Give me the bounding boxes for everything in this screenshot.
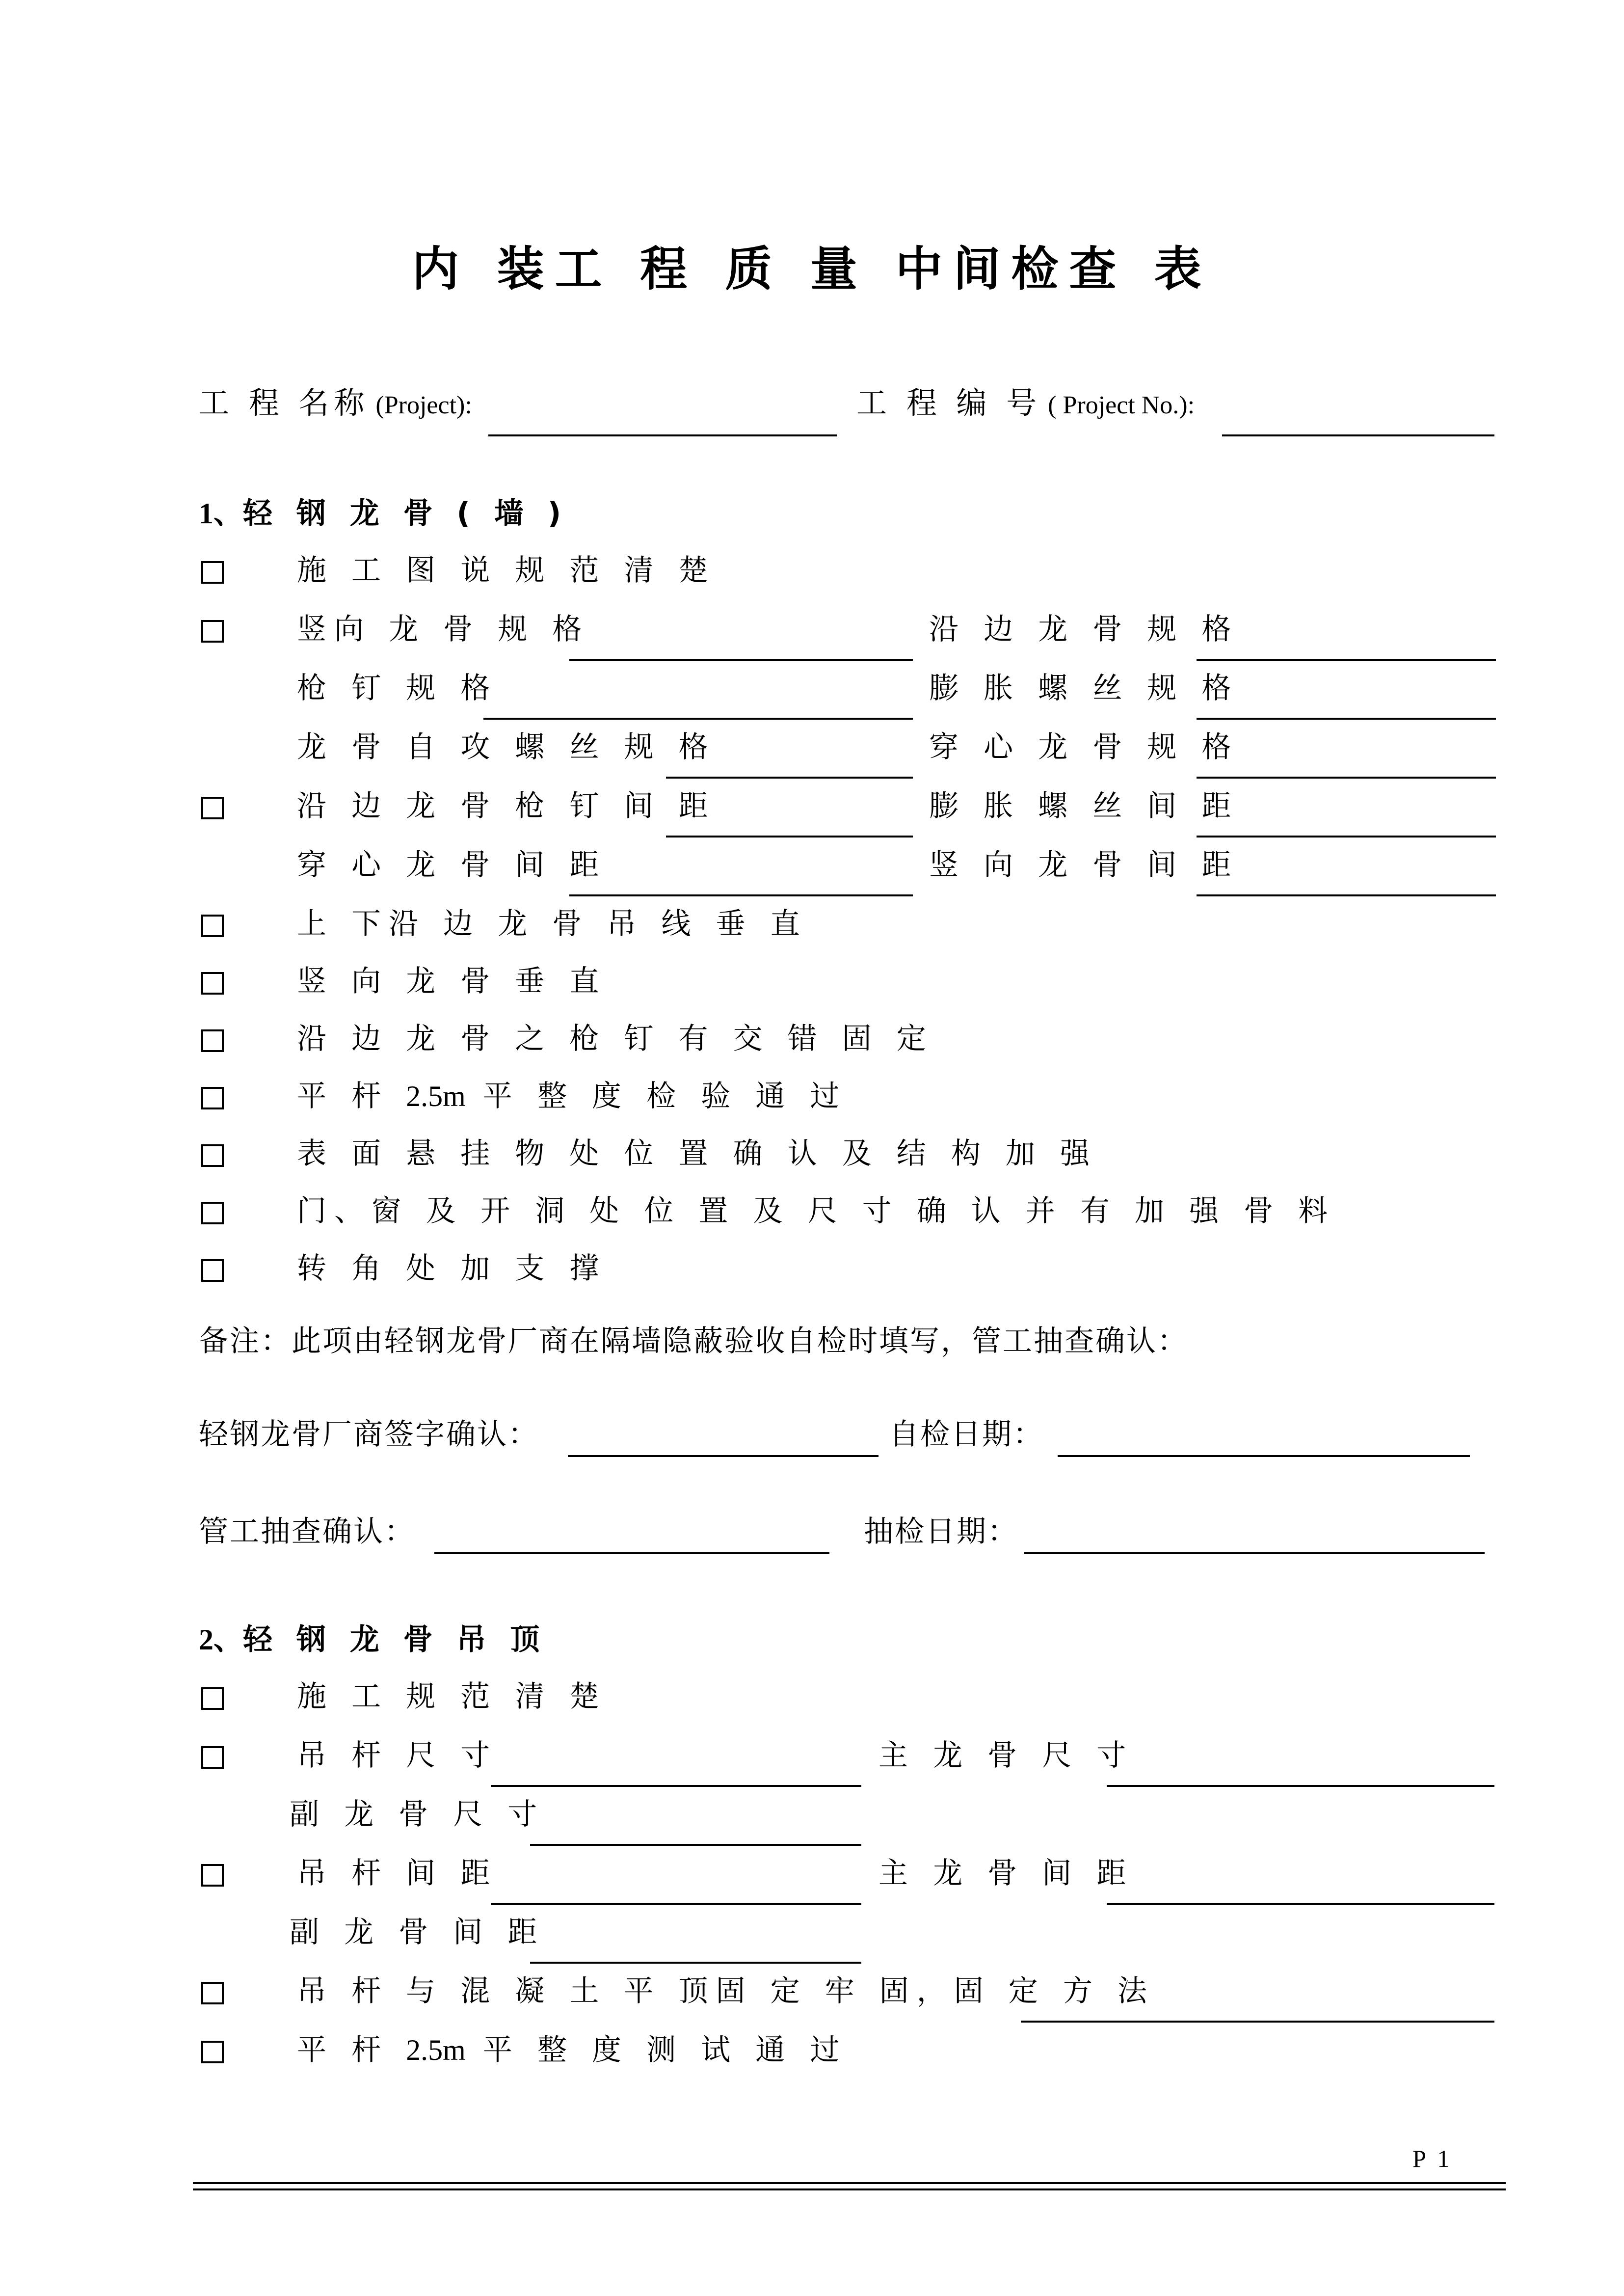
item-drawings-clear: 施 工 图 说 规 范 清 楚 xyxy=(297,553,716,588)
item-corner-bracing: 转 角 处 加 支 撑 xyxy=(297,1251,607,1286)
field-hanger-rod-spacing[interactable] xyxy=(491,1903,861,1905)
field-main-runner-size[interactable] xyxy=(1107,1785,1494,1787)
field-vertical-stud-spec[interactable] xyxy=(569,659,913,661)
label-cross-channel-spec: 穿 心 龙 骨 规 格 xyxy=(929,730,1239,764)
field-supplier-signature[interactable] xyxy=(568,1455,879,1457)
item-stud-vertical: 竖 向 龙 骨 垂 直 xyxy=(297,964,607,999)
label-expansion-bolt-spacing: 膨 胀 螺 丝 间 距 xyxy=(929,789,1239,823)
checkbox-track-plumb[interactable] xyxy=(201,915,224,937)
project-no-label xyxy=(856,385,1195,421)
label-rod-fixing-method: 吊 杆 与 混 凝 土 平 顶固 定 牢 固，固 定 方 法 xyxy=(297,1974,1155,2008)
section2-number: 2、 xyxy=(199,1623,243,1656)
label-nail-spec: 枪 钉 规 格 xyxy=(297,671,498,705)
checkbox-nail-staggered[interactable] xyxy=(201,1029,224,1052)
item-hanging-reinforce: 表 面 悬 挂 物 处 位 置 确 认 及 结 构 加 强 xyxy=(297,1136,1098,1171)
item-nail-staggered: 沿 边 龙 骨 之 枪 钉 有 交 错 固 定 xyxy=(297,1022,934,1056)
checkbox-drawings-clear[interactable] xyxy=(201,561,224,584)
field-cross-runner-spacing[interactable] xyxy=(530,1962,861,1964)
project-name-label xyxy=(199,385,472,421)
field-supervisor-check[interactable] xyxy=(434,1552,829,1554)
label-supplier-signature: 轻钢龙骨厂商签字确认： xyxy=(199,1417,539,1452)
label-main-runner-size: 主 龙 骨 尺 寸 xyxy=(879,1738,1134,1773)
checkbox-rod-fixing[interactable] xyxy=(201,1982,224,2004)
item-ceiling-flatness xyxy=(297,2035,847,2065)
field-nail-spec[interactable] xyxy=(483,718,913,720)
item-track-plumb: 上 下沿 边 龙 骨 吊 线 垂 直 xyxy=(297,907,808,941)
checkbox-flatness-test[interactable] xyxy=(201,1087,224,1109)
label-hanger-rod-spacing: 吊 杆 间 距 xyxy=(297,1856,498,1891)
item-ceiling-spec-clear: 施 工 规 范 清 楚 xyxy=(297,1679,607,1714)
flatness-length: 2.5m xyxy=(406,1080,466,1112)
field-edge-track-spec[interactable] xyxy=(1197,659,1496,661)
label-cross-runner-size: 副 龙 骨 尺 寸 xyxy=(290,1797,545,1832)
field-vertical-stud-spacing[interactable] xyxy=(1197,894,1496,896)
field-self-check-date[interactable] xyxy=(1058,1455,1470,1457)
label-expansion-bolt-spec: 膨 胀 螺 丝 规 格 xyxy=(929,671,1239,705)
section1-note: 备注：此项由轻钢龙骨厂商在隔墙隐蔽验收自检时填写，管工抽查确认： xyxy=(199,1324,1188,1358)
item-flatness-test xyxy=(297,1081,847,1111)
footer-rule-top xyxy=(193,2182,1506,2184)
label-cross-channel-spacing: 穿 心 龙 骨 间 距 xyxy=(297,848,607,882)
section1-title: 轻 钢 龙 骨 ( 墙 ) xyxy=(243,496,568,531)
project-no-label-cn: 工 程 编 号 xyxy=(856,385,1042,421)
section1-heading xyxy=(199,496,568,531)
flatness-suffix: 平 整 度 检 验 通 过 xyxy=(465,1079,848,1113)
label-self-tapping-screw-spec: 龙 骨 自 攻 螺 丝 规 格 xyxy=(297,730,716,764)
field-hanger-rod-size[interactable] xyxy=(491,1785,861,1787)
flatness-prefix: 平 杆 xyxy=(297,1079,406,1113)
section2-title: 轻 钢 龙 骨 吊 顶 xyxy=(243,1622,547,1657)
ceiling-flatness-length: 2.5m xyxy=(406,2034,466,2066)
checkbox-spacing[interactable] xyxy=(201,797,224,819)
field-expansion-bolt-spec[interactable] xyxy=(1197,718,1496,720)
project-no-label-en: ( Project No.): xyxy=(1041,391,1195,419)
label-vertical-stud-spacing: 竖 向 龙 骨 间 距 xyxy=(929,848,1239,882)
field-cross-channel-spacing[interactable] xyxy=(569,894,913,896)
field-spot-check-date[interactable] xyxy=(1024,1552,1485,1554)
page-title: 内 装工 程 质 量 中间检查 表 xyxy=(412,242,1212,297)
label-edge-track-spec: 沿 边 龙 骨 规 格 xyxy=(929,612,1239,647)
checkbox-corner-bracing[interactable] xyxy=(201,1259,224,1282)
checkbox-stud-spec[interactable] xyxy=(201,620,224,643)
checkbox-ceiling-flatness[interactable] xyxy=(201,2041,224,2063)
field-expansion-bolt-spacing[interactable] xyxy=(1197,836,1496,837)
ceiling-flatness-suffix: 平 整 度 测 试 通 过 xyxy=(465,2033,848,2067)
checkbox-hanging-reinforce[interactable] xyxy=(201,1144,224,1167)
label-supervisor-check: 管工抽查确认： xyxy=(199,1514,415,1549)
project-name-label-cn: 工 程 名称 xyxy=(199,385,370,421)
checkbox-ceiling-spacing[interactable] xyxy=(201,1864,224,1887)
checkbox-ceiling-sizes[interactable] xyxy=(201,1746,224,1769)
label-hanger-rod-size: 吊 杆 尺 寸 xyxy=(297,1738,498,1773)
checkbox-stud-vertical[interactable] xyxy=(201,972,224,995)
field-main-runner-spacing[interactable] xyxy=(1107,1903,1494,1905)
section2-heading xyxy=(199,1622,547,1657)
checkbox-openings-reinforce[interactable] xyxy=(201,1202,224,1224)
label-edge-nail-spacing: 沿 边 龙 骨 枪 钉 间 距 xyxy=(297,789,716,823)
field-rod-fixing-method[interactable] xyxy=(1021,2021,1494,2023)
checkbox-ceiling-spec-clear[interactable] xyxy=(201,1687,224,1710)
label-spot-check-date: 抽检日期： xyxy=(864,1514,1018,1549)
label-self-check-date: 自检日期： xyxy=(889,1417,1044,1452)
label-cross-runner-spacing: 副 龙 骨 间 距 xyxy=(290,1915,545,1949)
project-name-label-en: (Project): xyxy=(369,391,472,419)
section1-number: 1、 xyxy=(199,497,243,530)
footer-rule-bottom xyxy=(193,2188,1506,2190)
project-name-field[interactable] xyxy=(488,434,837,436)
item-openings-reinforce: 门、窗 及 开 洞 处 位 置 及 尺 寸 确 认 并 有 加 强 骨 料 xyxy=(297,1194,1336,1228)
field-self-tapping-screw-spec[interactable] xyxy=(666,777,913,779)
page-number: P 1 xyxy=(1412,2145,1453,2172)
project-no-field[interactable] xyxy=(1222,434,1494,436)
field-edge-nail-spacing[interactable] xyxy=(666,836,913,837)
label-main-runner-spacing: 主 龙 骨 间 距 xyxy=(879,1856,1134,1891)
field-cross-runner-size[interactable] xyxy=(530,1844,861,1846)
field-cross-channel-spec[interactable] xyxy=(1197,777,1496,779)
label-vertical-stud-spec: 竖向 龙 骨 规 格 xyxy=(297,612,590,647)
ceiling-flatness-prefix: 平 杆 xyxy=(297,2033,406,2067)
